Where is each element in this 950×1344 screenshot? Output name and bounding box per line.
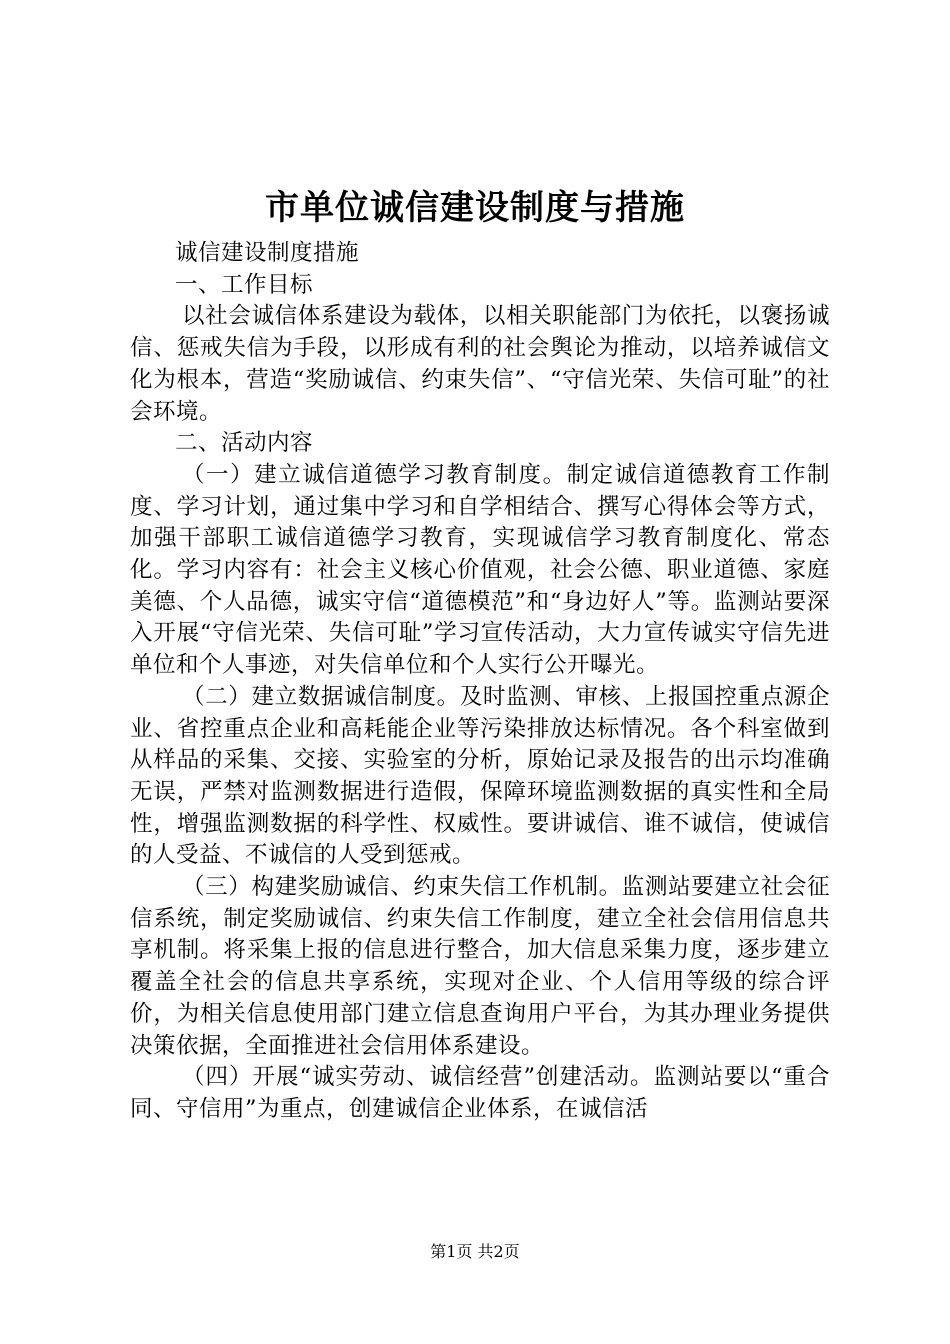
section-heading-goals: 一、工作目标 — [175, 271, 314, 298]
document-body — [130, 238, 830, 1126]
paragraph-item-1: （一）建立诚信道德学习教育制度。制定诚信道德教育工作制度、学习计划，通过集中学习和自学相结合、撰写心得体会等方式，加强干部职工诚信道德学习教育，实现诚信学习教育制度化、常态化。学习内容有：社会主义核心价值观，社会公德、职业道德、家庭美德、个人品德，诚实守信“道德模范”和“身边好人”等。监测站要深入开展“守信光荣、失信可耻”学习宣传活动，大力宣传诚实守信先进单位和个人事迹，对失信单位和个人实行公开曝光。 — [130, 461, 830, 679]
paragraph-item-4: （四）开展“诚实劳动、诚信经营”创建活动。监测站要以“重合同、守信用”为重点，创建诚信企业体系，在诚信活 — [130, 1064, 830, 1122]
subtitle: 诚信建设制度措施 — [175, 240, 360, 266]
page-footer: 第1页 共2页 — [430, 1242, 520, 1261]
paragraph-item-3: （三）构建奖励诚信、约束失信工作机制。监测站要建立社会征信系统，制定奖励诚信、约束失信工作制度，建立全社会信用信息共享机制。将采集上报的信息进行整合，加大信息采集力度，逐步建立覆盖全社会的信息共享系统，实现对企业、个人信用等级的综合评价，为相关信息使用部门建立信息查询用户平台，为其办理业务提供决策依据，全面推进社会信用体系建设。 — [130, 874, 830, 1059]
document-title: 市单位诚信建设制度与措施 — [265, 188, 685, 228]
paragraph-goals: 以社会诚信体系建设为载体，以相关职能部门为依托，以褒扬诚信、惩戒失信为手段，以形成有利的社会舆论为推动，以培养诚信文化为根本，营造“奖励诚信、约束失信”、“守信光荣、失信可耻”的社会环境。 — [130, 303, 830, 425]
section-heading-activities: 二、活动内容 — [175, 430, 314, 457]
paragraph-item-2: （二）建立数据诚信制度。及时监测、审核、上报国控重点源企业、省控重点企业和高耗能企业等污染排放达标情况。各个科室做到从样品的采集、交接、实验室的分析，原始记录及报告的出示均准确无误，严禁对监测数据进行造假，保障环境监测数据的真实性和全局性，增强监测数据的科学性、权威性。要讲诚信、谁不诚信，使诚信的人受益、不诚信的人受到惩戒。 — [130, 683, 830, 869]
